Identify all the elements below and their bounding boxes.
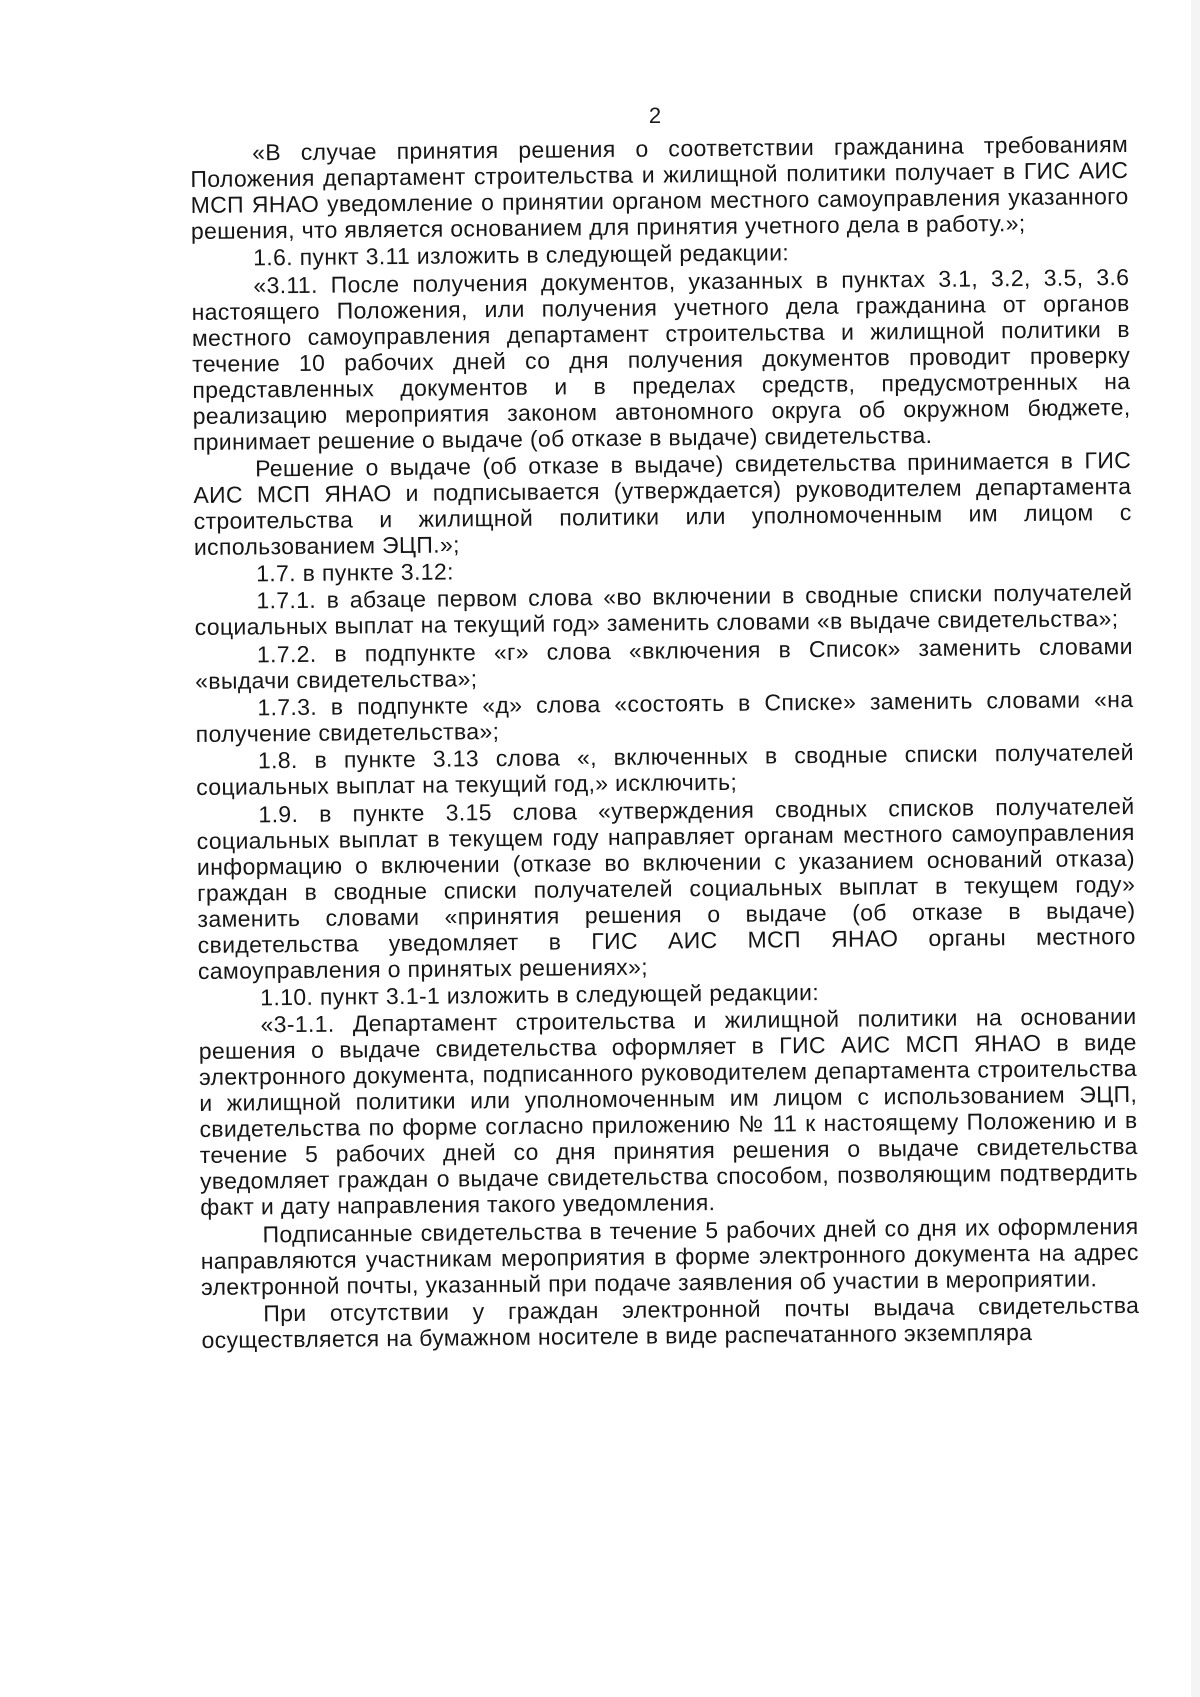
paragraph-decision-issuance: Решение о выдаче (об отказе в выдаче) свидетельства принимается в ГИС АИС МСП ЯНАО и подписывается (утверждается) руководителем департамента строительства и жилищной политики или уполномоченным им лицом с использованием ЭЦП.»; <box>193 446 1132 560</box>
paragraph-decision-compliance: «В случае принятия решения о соответствии гражданина требованиям Положения департамент строительства и жилищной политики получает в ГИС АИС МСП ЯНАО уведомление о принятии органом местного самоуправления указанного решения, что является основанием для принятия учетного дела в работу.»; <box>190 130 1129 244</box>
paragraph-item-1-10: 1.10. пункт 3.1-1 изложить в следующей редакции: <box>260 978 820 1011</box>
paragraph-point-3-11: «3.11. После получения документов, указанных в пунктах 3.1, 3.2, 3.5, 3.6 настоящего Положения, или получения учетного дела гражданина от органов местного самоуправления департамент строительства и жилищной политики в течение 10 рабочих дней со дня получения документов проводит проверку представленных документов и в пределах средств, предусмотренных на реализацию мероприятия законом автономного округа об окружном бюджете, принимает решение о выдаче (об отказе в выдаче) свидетельства. <box>191 263 1131 455</box>
document-body <box>190 131 1140 1354</box>
page-number: 2 <box>648 103 662 128</box>
paragraph-item-1-7-2: 1.7.2. в подпункте «г» слова «включения в Список» заменить словами «выдачи свидетельства»; <box>195 632 1134 694</box>
paragraph-item-1-6: 1.6. пункт 3.11 изложить в следующей редакции: <box>253 239 790 271</box>
paragraph-signed-certificates: Подписанные свидетельства в течение 5 рабочих дней со дня их оформления направляются участникам мероприятия в форме электронного документа на адрес электронной почты, указанный при подаче заявления об участии в мероприятии. <box>200 1212 1139 1300</box>
paragraph-paper-issuance: При отсутствии у граждан электронной почты выдача свидетельства осуществляется на бумажном носителе в виде распечатанного экземпляра <box>201 1291 1140 1353</box>
paragraph-item-1-7-1: 1.7.1. в абзаце первом слова «во включении в сводные списки получателей социальных выплат на текущий год» заменить словами «в выдаче свидетельства»; <box>194 579 1133 641</box>
paragraph-point-3-1-1: «3-1.1. Департамент строительства и жилищной политики на основании решения о выдаче свидетельства оформляет в ГИС АИС МСП ЯНАО в виде электронного документа, подписанного руководителем департамента строительства и жилищной политики или уполномоченным им лицом с использованием ЭЦП, свидетельства по форме согласно приложению № 11 к настоящему Положению и в течение 5 рабочих дней со дня принятия решения о выдаче свидетельства уведомляет граждан о выдаче свидетельства способом, позволяющим подтвердить факт и дату направления такого уведомления. <box>198 1003 1139 1221</box>
paragraph-item-1-7-3: 1.7.3. в подпункте «д» слова «состоять в Списке» заменить словами «на получение свидетельства»; <box>195 686 1134 748</box>
paragraph-item-1-9: 1.9. в пункте 3.15 слова «утверждения сводных списков получателей социальных выплат в текущем году направляет органам местного самоуправления информацию о включении (отказе во включении с указанием оснований отказа) граждан в сводные списки получателей социальных выплат в текущем году» заменить словами «принятия решения о выдаче (об отказе в выдаче) свидетельства уведомляет в ГИС АИС МСП ЯНАО органы местного самоуправления о принятых решениях»; <box>196 792 1136 984</box>
scan-edge-shadow <box>1191 0 1200 1697</box>
paragraph-item-1-7: 1.7. в пункте 3.12: <box>256 558 454 587</box>
paragraph-item-1-8: 1.8. в пункте 3.13 слова «, включенных в сводные списки получателей социальных выплат на текущий год,» исключить; <box>196 739 1135 801</box>
